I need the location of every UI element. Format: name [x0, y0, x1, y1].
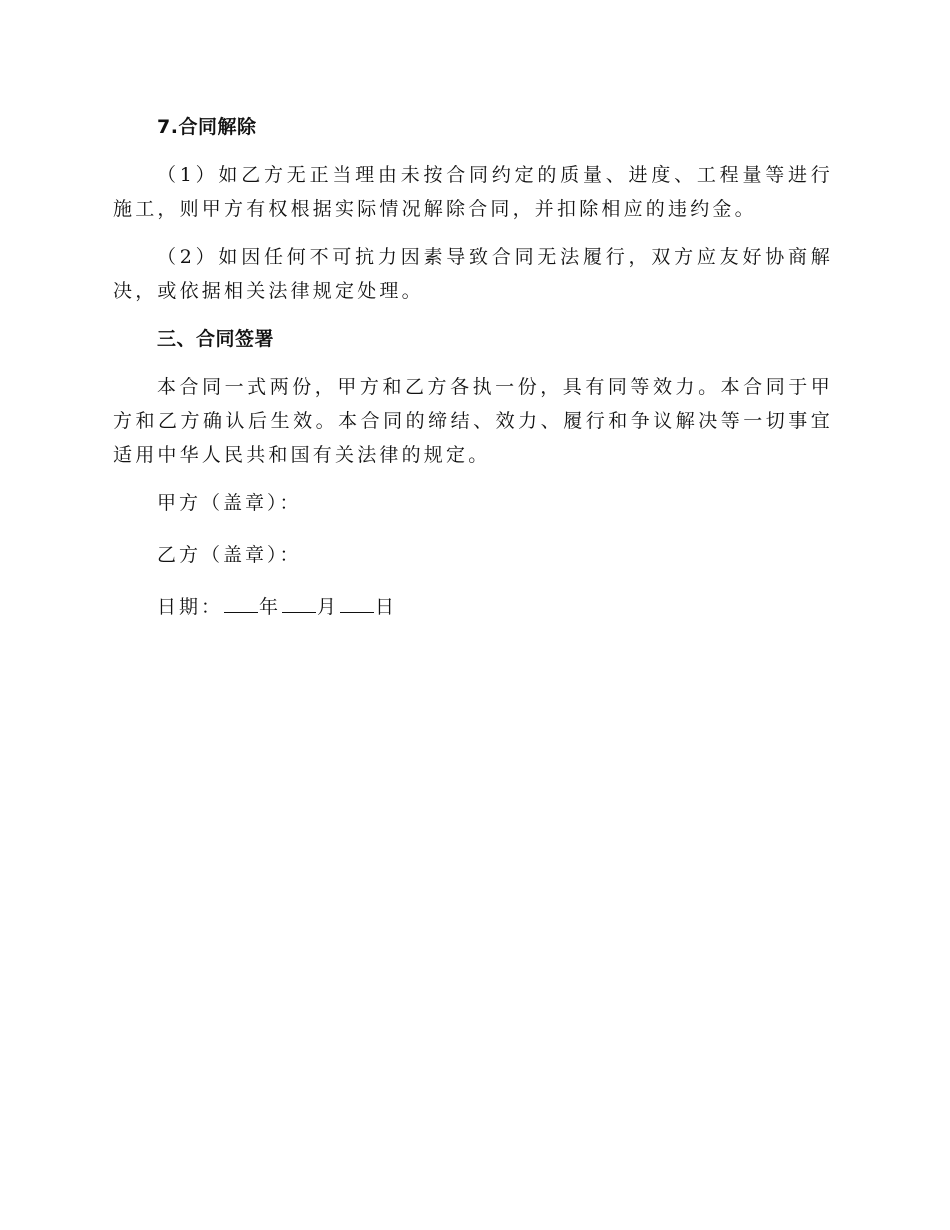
- year-blank: [224, 590, 258, 613]
- year-label: 年: [259, 596, 282, 618]
- document-content: [113, 110, 833, 642]
- signing-paragraph: 本合同一式两份，甲方和乙方各执一份，具有同等效力。本合同于甲方和乙方确认后生效。本合同的缔结、效力、履行和争议解决等一切事宜适用中华人民共和国有关法律的规定。: [113, 376, 833, 466]
- day-blank: [340, 590, 374, 613]
- month-label: 月: [317, 596, 340, 618]
- month-blank: [282, 590, 316, 613]
- clause-termination-2: （2）如因任何不可抗力因素导致合同无法履行，双方应友好协商解决，或依据相关法律规定处理。: [113, 246, 833, 302]
- date-line: [113, 590, 833, 624]
- date-label: 日期：: [157, 596, 224, 618]
- party-b-seal-line: 乙方（盖章）：: [157, 544, 302, 566]
- day-label: 日: [375, 596, 398, 618]
- section-heading-contract-signing: 三、合同签署: [157, 328, 275, 350]
- party-a-seal-line: 甲方（盖章）：: [157, 492, 302, 514]
- section-heading-contract-termination: 7.合同解除: [157, 116, 257, 138]
- clause-termination-1: （1）如乙方无正当理由未按合同约定的质量、进度、工程量等进行施工，则甲方有权根据实际情况解除合同，并扣除相应的违约金。: [113, 164, 833, 220]
